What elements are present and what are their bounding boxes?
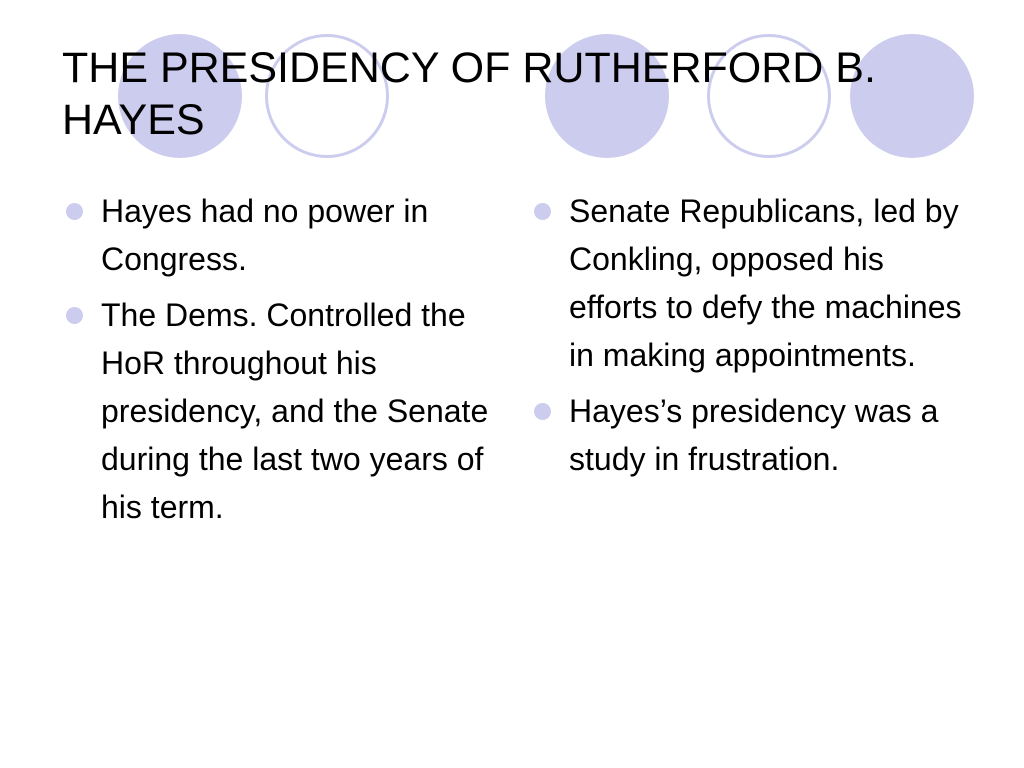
bullet-item — [62, 187, 502, 283]
bullet-text: Senate Republicans, led by Conkling, opposed his efforts to defy the machines in making appointments. — [569, 193, 962, 373]
bullet-item — [530, 187, 980, 379]
bullet-icon — [534, 203, 551, 220]
left-bullet-list — [62, 187, 502, 539]
slide-title: THE PRESIDENCY OF RUTHERFORD B. HAYES — [62, 44, 876, 144]
bullet-text: The Dems. Controlled the HoR throughout his presidency, and the Senate during the last two years of his term. — [101, 297, 489, 525]
right-bullet-list — [530, 187, 980, 491]
bullet-item — [530, 387, 980, 483]
bullet-text: Hayes had no power in Congress. — [101, 193, 429, 277]
bullet-icon — [66, 203, 83, 220]
bullet-item — [62, 291, 502, 531]
bullet-icon — [66, 307, 83, 324]
bullet-text: Hayes’s presidency was a study in frustration. — [569, 393, 939, 477]
bullet-icon — [534, 403, 551, 420]
